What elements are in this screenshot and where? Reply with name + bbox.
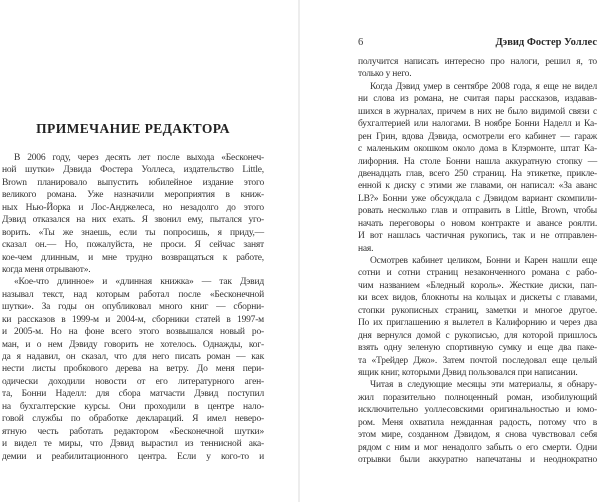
text-line: енной к диску с этими же главами, он написал: «За аванс xyxy=(358,181,597,192)
text-line: ки всех видов, блокноты на кольцах и дискеты с главами, xyxy=(358,293,597,304)
text-line: и видел те миры, что Дэвид вырастил из теннисной ака- xyxy=(2,439,264,450)
text-line: ных Нью-Йорка и Лос-Анджелеса, но незадолго до этого xyxy=(2,202,264,213)
text-line: рядом с ним и мог ненадолго забыть о его смерти. Одни xyxy=(358,442,597,453)
text-line: Дэвид отказался на них ехать. Я звонил ему, пытался уго- xyxy=(2,215,264,226)
text-line: стопки рукописных страниц, заметки и многое другое. xyxy=(358,305,597,316)
text-line: шихся в журналах, причем в них не было видимой связи с xyxy=(358,106,597,117)
text-line: рен Грин, вдова Дэвида, осмотрели его кабинет — гараж xyxy=(358,131,597,142)
text-line: чим названием «Бледный король». Жесткие диски, пап- xyxy=(358,280,597,291)
paragraph xyxy=(358,379,597,466)
text-line: В 2006 году, через десять лет после выхода «Бесконеч- xyxy=(14,153,264,163)
left-page xyxy=(2,0,264,502)
paragraph xyxy=(2,276,264,463)
left-page-body xyxy=(2,152,264,463)
text-line: Когда Дэвид умер в сентябре 2008 года, я еще не видел xyxy=(370,81,597,92)
text-line: ная. xyxy=(358,243,374,254)
text-line: По их приглашению я вылетел в Калифорнию и через два xyxy=(358,318,597,329)
running-title: Дэвид Фостер Уоллес xyxy=(495,37,597,48)
text-line: ки рассказов в 1999-м и 2004-м, сборники статей в 1997-м xyxy=(2,314,264,325)
text-line: исключительно уоллесовскими оригинальностью и юмо- xyxy=(358,405,597,416)
text-line: кое-чем длинным, и мне трудно возвращаться к работе, xyxy=(2,252,264,263)
text-line: ровать несколько глав и отправить в Little, Brown, чтобы xyxy=(358,206,597,217)
text-line: ной шутки» Дэвида Фостера Уоллеса, издательство Little, xyxy=(2,165,264,176)
text-line: нести листы пробкового дерева на ветру. До меня пери- xyxy=(2,364,264,375)
text-line: ятную честь работать редактором «Бесконечной шутки» xyxy=(2,426,264,437)
text-line: та «Трейдер Джо». Затем почтой последовал еще целый xyxy=(358,355,597,366)
paragraph xyxy=(358,81,597,255)
text-line: ром. Меня охватила нежданная радость, потому что в xyxy=(358,417,597,428)
text-line: отрывки были аккуратно напечатаны и неоднократно xyxy=(358,455,597,465)
text-line: ворить. «Ты же знаешь, если ты попросишь, я приду,— xyxy=(2,227,264,238)
text-line: Brown планировало выпустить юбилейное издание этого xyxy=(2,177,264,188)
text-line: начать переговоры о новом контракте и авансе роялти. xyxy=(358,218,597,229)
text-line: LB?» Бонни уже обсуждала с Дэвидом вариант скомпили- xyxy=(358,193,597,204)
paragraph xyxy=(358,255,597,379)
page-number: 6 xyxy=(358,37,364,48)
text-line: шутки». За годы он опубликовал много книг — сборни- xyxy=(2,302,264,313)
text-line: с маленьким окошком около дома в Клэрмонте, штат Ка- xyxy=(358,144,597,155)
chapter-title: ПРИМЕЧАНИЕ РЕДАКТОРА xyxy=(36,121,230,136)
right-page-body xyxy=(358,56,597,466)
text-line: бухгалтерией или налогами. В ноябре Бонни Наделл и Ка- xyxy=(358,119,597,130)
text-line: ящик книг, которыми Дэвид пользовался при написании. xyxy=(358,367,578,378)
text-line: этом мире, созданном Дэвидом, я снова чувствовал себя xyxy=(358,430,597,441)
text-line: ни слова из романа, не считая пары рассказов, издавав- xyxy=(358,94,597,105)
text-line: да я надавил, он сказал, что для него писать роман — как xyxy=(2,352,264,362)
paragraph xyxy=(2,152,264,276)
text-line: называл текст, над которым работал после «Бесконечной xyxy=(2,289,264,300)
text-line: Осмотрев кабинет целиком, Бонни и Карен нашли еще xyxy=(370,256,597,266)
text-line: жил поразительно полноценный роман, изобилующий xyxy=(358,392,597,403)
text-line: сотни и сотни страниц незаконченного романа с рабо- xyxy=(358,268,597,279)
text-line: одически доходили новости от его литературного аген- xyxy=(2,376,264,387)
text-line: дня вернулся домой с рукописью, для которой пришлось xyxy=(358,330,597,341)
text-line: великого романа. Уже назначили мероприятия в книж- xyxy=(2,190,264,201)
text-line: ман, и о нем Дэвиду говорить не хотелось. Однажды, ког- xyxy=(2,339,264,350)
text-line: двенадцать глав, всего 250 страниц. На этикетке, прикле- xyxy=(358,168,597,179)
text-line: «Кое-что длинное» и «длинная книжка» — так Дэвид xyxy=(14,277,264,288)
text-line: Читая в следующие месяцы эти материалы, я обнару- xyxy=(370,380,597,391)
right-page xyxy=(358,0,597,502)
text-line: лифорния. На столе Бонни нашла аккуратную стопку — xyxy=(358,156,597,167)
text-line: демии и реабилитационного центра. Если у кого-то и xyxy=(2,451,264,462)
text-line: сказал он.— Но, пожалуйста, не проси. Я сейчас занят xyxy=(2,240,264,251)
text-line: говой службы по обработке деклараций. Я имел неверо- xyxy=(2,414,264,425)
text-line: только у него. xyxy=(358,69,412,80)
text-line: получится написать интересно про налоги, решил я, то xyxy=(358,57,597,67)
text-line: та, Бонни Наделл: для сбора матчасти Дэвид поступил xyxy=(2,389,264,400)
running-header xyxy=(358,0,597,49)
paragraph xyxy=(358,56,597,81)
page-divider xyxy=(298,0,300,502)
text-line: взять одну зеленую спортивную сумку и еще два паке- xyxy=(358,343,597,354)
text-line: И вот нашлась частичная рукопись, так и не отправлен- xyxy=(358,231,597,242)
text-line: и 2005-м. Но на фоне всего этого возвышался новый ро- xyxy=(2,327,264,338)
text-line: на бухгалтерские курсы. Они проходили в центре нало- xyxy=(2,401,264,412)
text-line: когда меня отрывают». xyxy=(2,264,91,275)
